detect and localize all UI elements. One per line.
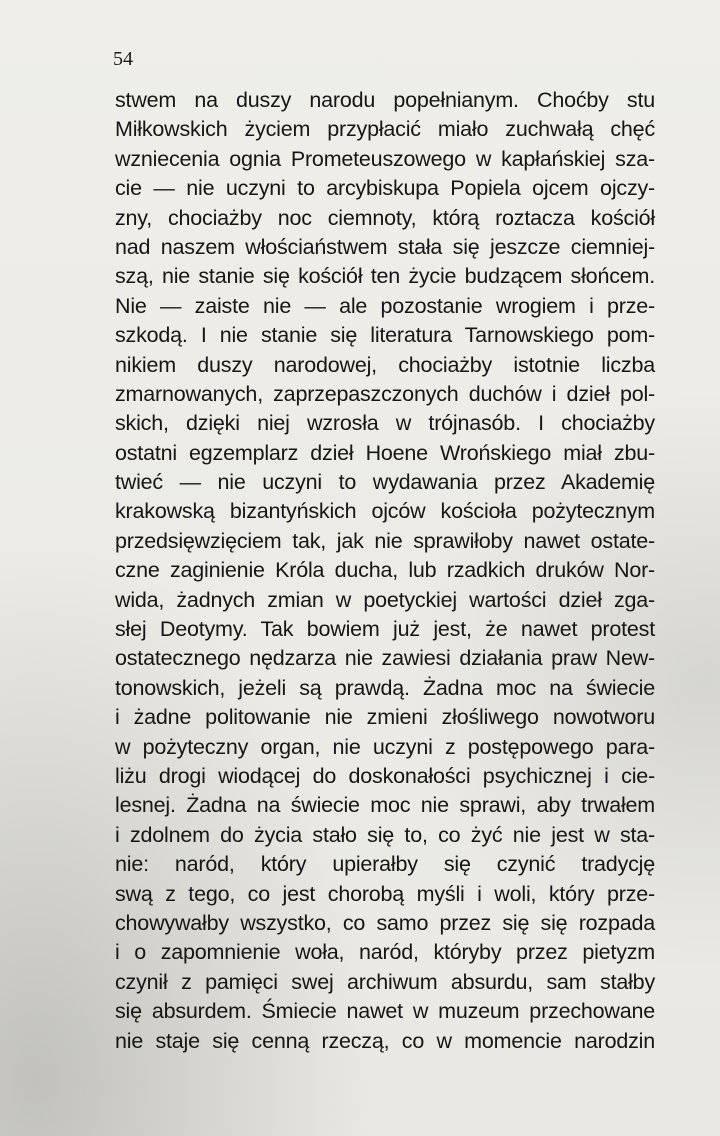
text-line: szą, nie stanie się kościół ten życie budzącem słońcem. (115, 264, 655, 289)
body-text (115, 86, 655, 1056)
text-line: chowywałby wszystko, co samo przez się się rozpada (115, 910, 655, 935)
text-line: nikiem duszy narodowej, chociażby istotnie liczba (115, 352, 655, 377)
text-line: nad naszem włościaństwem stała się jeszcze ciemniej- (115, 234, 655, 259)
text-line: zny, chociażby noc ciemnoty, którą roztacza kościół (115, 205, 655, 230)
text-line: Miłkowskich życiem przypłacić miało zuchwałą chęć (115, 117, 655, 142)
text-line: zmarnowanych, zaprzepaszczonych duchów i dzieł pol- (115, 381, 655, 406)
text-line: wzniecenia ognia Prometeuszowego w kapłańskiej sza- (115, 146, 655, 171)
text-line: czne zaginienie Króla ducha, lub rzadkich druków Nor- (115, 558, 655, 583)
text-line: nie: naród, który upierałby się czynić tradycję (115, 852, 655, 877)
text-line: czynił z pamięci swej archiwum absurdu, sam stałby (115, 969, 655, 994)
text-line: skich, dzięki niej wzrosła w trójnasób. I chociażby (115, 411, 655, 436)
page-number: 54 (113, 48, 133, 70)
text-line: nie staje się cenną rzeczą, co w momencie narodzin (115, 1028, 655, 1053)
text-line: ostatecznego nędzarza nie zawiesi działania praw New- (115, 646, 655, 671)
text-line: w pożyteczny organ, nie uczyni z postępowego para- (115, 734, 655, 759)
text-line: cie — nie uczyni to arcybiskupa Popiela ojcem ojczy- (115, 176, 655, 201)
text-line: swą z tego, co jest chorobą myśli i woli, który prze- (115, 881, 655, 906)
text-line: się absurdem. Śmiecie nawet w muzeum przechowane (115, 999, 655, 1024)
text-line: twieć — nie uczyni to wydawania przez Akademię (115, 470, 655, 495)
text-line: stwem na duszy narodu popełnianym. Choćby stu (115, 88, 655, 112)
text-line: i o zapomnienie woła, naród, któryby przez pietyzm (115, 940, 655, 965)
text-line: przedsięwzięciem tak, jak nie sprawiłoby nawet ostate- (115, 528, 655, 553)
text-line: szkodą. I nie stanie się literatura Tarnowskiego pom- (115, 323, 655, 348)
text-line: krakowską bizantyńskich ojców kościoła pożytecznym (115, 499, 655, 524)
text-line: tonowskich, jeżeli są prawdą. Żadna moc na świecie (115, 675, 655, 700)
text-line: liżu drogi wiodącej do doskonałości psychicznej i cie- (115, 763, 655, 788)
text-line: lesnej. Żadna na świecie moc nie sprawi, aby trwałem (115, 793, 655, 818)
text-line: wida, żadnych zmian w poetyckiej wartości dzieł zga- (115, 587, 655, 612)
text-line: ostatni egzemplarz dzieł Hoene Wrońskiego miał zbu- (115, 440, 655, 465)
text-line: słej Deotymy. Tak bowiem już jest, że nawet protest (115, 617, 655, 642)
text-line: i żadne politowanie nie zmieni złośliwego nowotworu (115, 705, 655, 730)
text-line: i zdolnem do życia stało się to, co żyć nie jest w sta- (115, 822, 655, 847)
text-line: Nie — zaiste nie — ale pozostanie wrogiem i prze- (115, 293, 655, 318)
